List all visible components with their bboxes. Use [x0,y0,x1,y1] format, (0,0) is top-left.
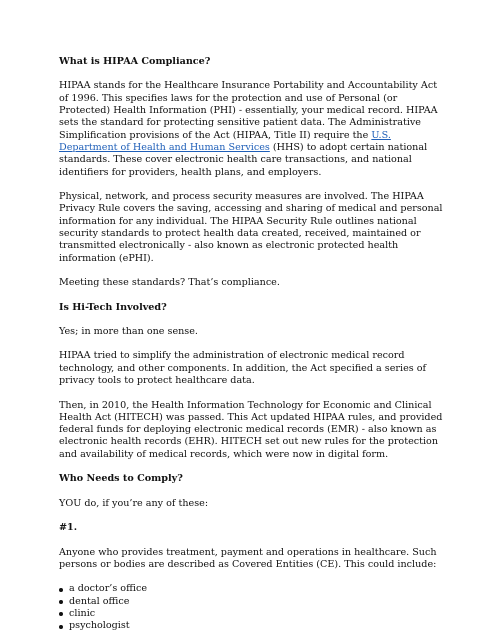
subheading-number-one: #1. [59,522,78,534]
paragraph-hitech-act: Then, in 2010, the Health Information Technology for Economic and Clinical Health Act (HITECH) was passed. This Act updated HIPAA rules, and provided federal funds for deploying electronic medical records (EMR) - also known as electronic health records (EHR). HITECH set out new rules for the protection and availability of medical records, which were now in digital form. [59,399,443,460]
section-heading-hi-tech: Is Hi-Tech Involved? [59,301,167,313]
covered-entities-list [59,583,443,632]
list-item [59,620,443,632]
list-item [59,596,443,608]
document-page [59,56,443,633]
paragraph-you-do: YOU do, if you’re any of these: [59,497,209,509]
list-item-text: clinic [69,608,96,620]
list-item [59,583,443,595]
paragraph-security-measures: Physical, network, and process security measures are involved. The HIPAA Privacy Rule covers the saving, accessing and sharing of medical and personal information for any individual. The HIPAA Security Rule outlines national security standards to protect health data created, received, maintained or transmitted electronically - also known as electronic protected health information (ePHI). [59,191,443,264]
bullet-icon [59,612,63,616]
list-item-text: a doctor’s office [69,583,148,595]
paragraph-hipaa-definition [59,80,443,178]
paragraph-compliance: Meeting these standards? That’s compliance. [59,277,280,289]
bullet-icon [59,625,63,629]
list-item-text: psychologist [69,620,130,632]
paragraph-text: HIPAA stands for the Healthcare Insurance Portability and Accountability Act of 1996. This specifies laws for the protection and use of Personal (or Protected) Health Information (PHI) - essentially, your medical record. HIPAA sets the standard for protecting sensitive patient data. The Administrative Simplification provisions of the Act (HIPAA, Title II) require the [59,80,438,141]
paragraph-covered-entities: Anyone who provides treatment, payment and operations in healthcare. Such persons or bodies are described as Covered Entities (CE). This could include: [59,546,437,570]
section-heading-who-needs-to-comply: Who Needs to Comply? [59,473,183,485]
paragraph-text: (HHS) to adopt certain national standards. These cover electronic health care transactions, and national identifiers for providers, health plans, and employers. [59,141,428,178]
hhs-link[interactable]: U.S. Department of Health and Human Services [59,129,391,153]
paragraph-hipaa-simplify: HIPAA tried to simplify the administration of electronic medical record technology, and other components. In addition, the Act specified a series of privacy tools to protect healthcare data. [59,350,427,387]
bullet-icon [59,588,63,592]
bullet-icon [59,600,63,604]
section-heading-what-is-hipaa: What is HIPAA Compliance? [59,56,211,67]
paragraph-yes: Yes; in more than one sense. [59,325,198,337]
list-item [59,608,443,620]
list-item-text: dental office [69,595,130,607]
